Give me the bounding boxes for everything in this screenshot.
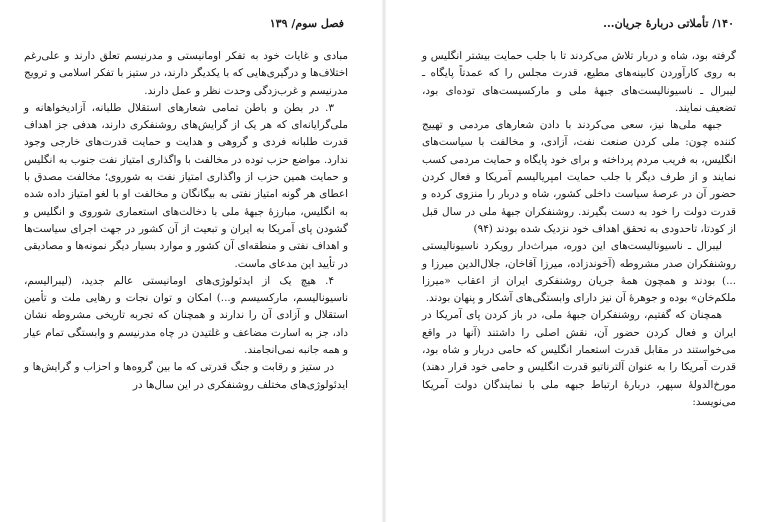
right-paragraph-1: گرفته بود، شاه و دربار تلاش می‌کردند تا با جلب حمایت بیشتر انگلیس و به روی کارآوردن کابینه‌های مطیع، قدرت مجلس را که عمدتاً پایگاه ـ لیبرال ـ ناسیونالیست‌های جبههٔ ملی و مارکسیست‌های توده‌ای بود، تضعیف نمایند. <box>422 50 736 114</box>
right-paragraph-3: لیبرال ـ ناسیونالیست‌های این دوره، میراث‌دار رویکرد ناسیونالیستی روشنفکران صدر مشروطه (آخوندزاده، میرزا آقاخان، جلال‌الدین میرزا و ...) بودند و همچون همهٔ جریان روشنفکری ایران از اعقاب «میرزا ملکم‌خان» بوده و جوهرهٔ آن نیز دارای وابستگی‌های آشکار و پنهان بودند. <box>422 240 736 305</box>
left-page-header: فصل سوم/ ۱۳۹ <box>269 17 344 30</box>
left-paragraph-2: ۳. در بطن و باطن تمامی شعارهای استقلال طلبانه، آزادیخواهانه و ملی‌گرایانه‌ای که هر یک از گرایش‌های روشنفکری دارند، هدفی جز اهداف قدرت طلبانه فردی و گروهی و هدایت و حمایت قدرت‌های خارجی وجود ندارد. مواضع حزب توده در مخالفت با واگذاری امتیاز نفت جنوب به انگلیس و حمایت همین حزب از واگذاری امتیاز نفت به شوروی؛ مخالفت مصدق با اعطای هر گونه امتیاز نفتی به بیگانگان و مخالفت او با لغو امتیاز داده شده به انگلیس، مبارزهٔ جبههٔ ملی با دخالت‌های استعماری شوروی و انگلیس و گشودن پای آمریکا به ایران و تبعیت از آن کشور در جهت اجرای سیاست‌ها و اهداف نفتی و منطقه‌ای آن کشور و موارد بسیار دیگر نمونه‌ها و مصادیقی در تأیید این مدعای ماست. <box>24 101 348 270</box>
right-page <box>384 0 768 522</box>
right-paragraph-2: جبهه ملی‌ها نیز، سعی می‌کردند با دادن شعارهای مردمی و تهییج کننده چون: ملی کردن صنعت نفت، آزادی، و مخالفت با سیاست‌های انگلیس، به فریب مردم پرداخته و برای خود پایگاه و حمایت مردمی کسب نمایند و از طرف دیگر با جلب حمایت امپریالیسم آمریکا و فعال کردن حضور آن در عرصهٔ سیاست داخلی کشور، شاه و دربار را منزوی کرده و قدرت دولت را خود به دست بگیرند. روشنفکران جبههٔ ملی در سال قبل از کودتا، تاحدودی به تحقق اهداف خود نزدیک شده بودند (۹۴) <box>422 119 736 235</box>
left-paragraph-4: در ستیز و رقابت و جنگ قدرتی که ما بین گروه‌ها و احزاب و گرایش‌ها و ایدئولوژی‌های مختلف روشنفکری در این سال‌ها در <box>24 361 348 391</box>
right-paragraph-4: همچنان که گفتیم، روشنفکران جبههٔ ملی، در باز کردن پای آمریکا در ایران و فعال کردن حضور آن، نقش اصلی را داشتند (آنها در واقع می‌خواستند در مقابل قدرت استعمار انگلیس که حامی دربار و شاه بود، قدرت آمریکا را به عنوان آلترناتیو قدرت انگلیس و حامی خود قرار دهند) مورخ‌الدولهٔ سپهر، دربارهٔ ارتباط جبهه ملی با نمایندگان دولت آمریکا می‌نویسد: <box>422 309 736 408</box>
left-paragraph-1: مبادی و غایات خود به تفکر اومانیستی و مدرنیسم تعلق دارند و علی‌رغم اختلاف‌ها و درگیری‌هایی که با یکدیگر دارند، در ستیز با تفکر اسلامی و ترویج مدرنیسم و غرب‌زدگی وحدت نظر و عمل دارند. <box>24 50 348 97</box>
left-paragraph-3: ۴. هیچ یک از ایدئولوژی‌های اومانیستی عالم جدید، (لیبرالیسم، ناسیونالیسم، مارکسیسم و...) امکان و توان نجات و رهایی ملت و تأمین استقلال و آزادی آن را ندارند و همچنان که تجربه تاریخی مشروطه نشان داد، جز به اسارت مضاعف و غلتیدن در چاه مدرنیسم و وابستگی تمام عیار و همه جانبه نمی‌انجامند. <box>24 274 348 357</box>
right-page-header: ۱۴۰/ تأملاتی دربارهٔ جریان... <box>603 17 734 30</box>
